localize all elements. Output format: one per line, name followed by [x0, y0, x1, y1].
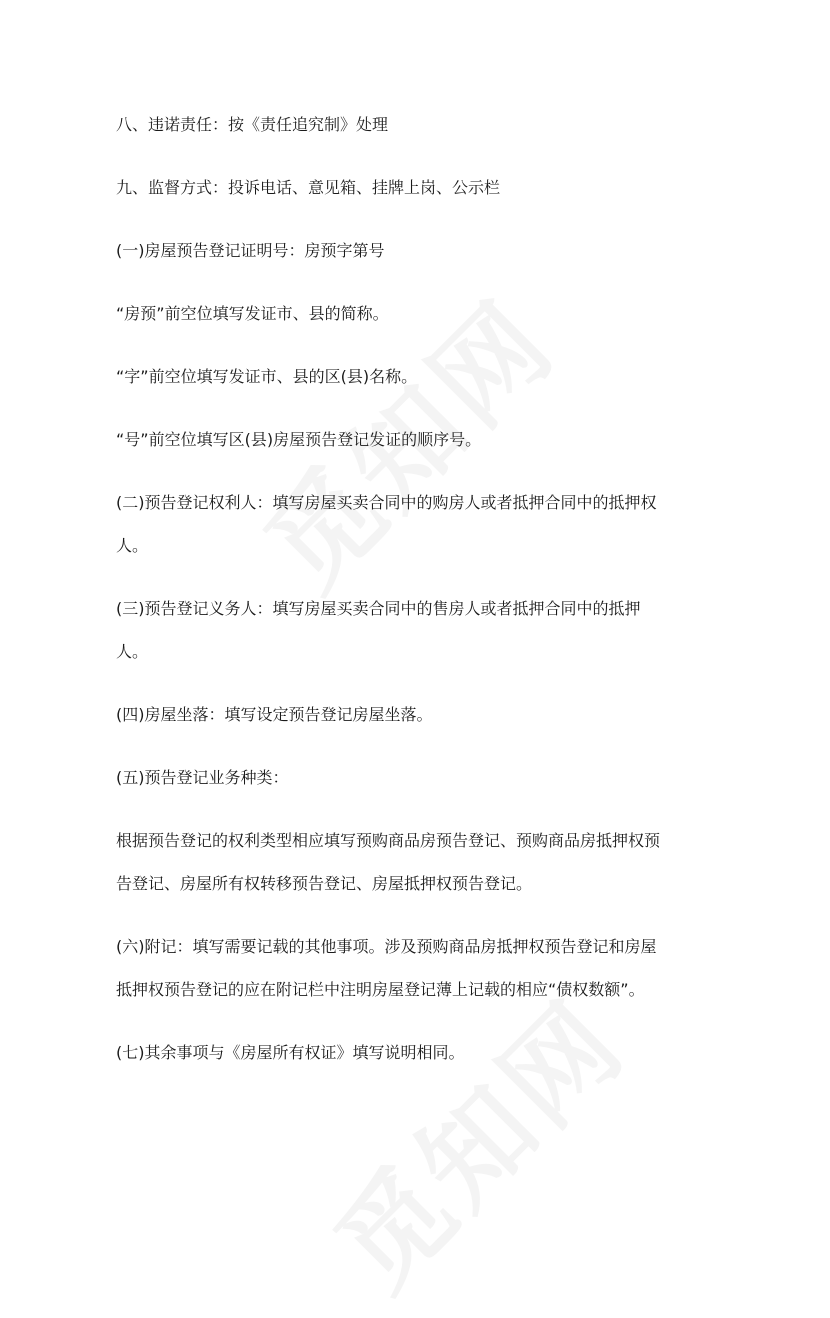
item-1-certificate-number: (一)房屋预告登记证明号：房预字第号: [116, 241, 385, 260]
clause-9-supervision: 九、监督方式：投诉电话、意见箱、挂牌上岗、公示栏: [116, 178, 501, 197]
item-3-obligor: (三)预告登记义务人：填写房屋买卖合同中的售房人或者抵押合同中的抵押: [116, 599, 641, 618]
item-4-location: (四)房屋坐落：填写设定预告登记房屋坐落。: [116, 705, 433, 724]
item-2-obligee-cont: 人。: [116, 536, 149, 555]
item-5-business-type: (五)预告登记业务种类：: [116, 768, 289, 787]
item-3-obligor-cont: 人。: [116, 642, 149, 661]
item-5-description: 根据预告登记的权利类型相应填写预购商品房预告登记、预购商品房抵押权预: [116, 831, 661, 850]
watermark: [295, 960, 653, 1318]
item-2-obligee: (二)预告登记权利人：填写房屋买卖合同中的购房人或者抵押合同中的抵押权: [116, 493, 657, 512]
item-6-notes: (六)附记：填写需要记载的其他事项。涉及预购商品房抵押权预告登记和房屋: [116, 937, 657, 956]
note-fangyu-blank: “房预”前空位填写发证市、县的简称。: [116, 304, 389, 323]
note-zi-blank: “字”前空位填写发证市、县的区(县)名称。: [116, 367, 418, 386]
item-6-notes-cont: 抵押权预告登记的应在附记栏中注明房屋登记薄上记载的相应“债权数额”。: [116, 980, 645, 999]
item-5-description-cont: 告登记、房屋所有权转移预告登记、房屋抵押权预告登记。: [116, 874, 533, 893]
item-7-other-matters: (七)其余事项与《房屋所有权证》填写说明相同。: [116, 1043, 465, 1062]
note-hao-blank: “号”前空位填写区(县)房屋预告登记发证的顺序号。: [116, 430, 482, 449]
clause-8-liability: 八、违诺责任：按《责任追究制》处理: [116, 115, 389, 134]
